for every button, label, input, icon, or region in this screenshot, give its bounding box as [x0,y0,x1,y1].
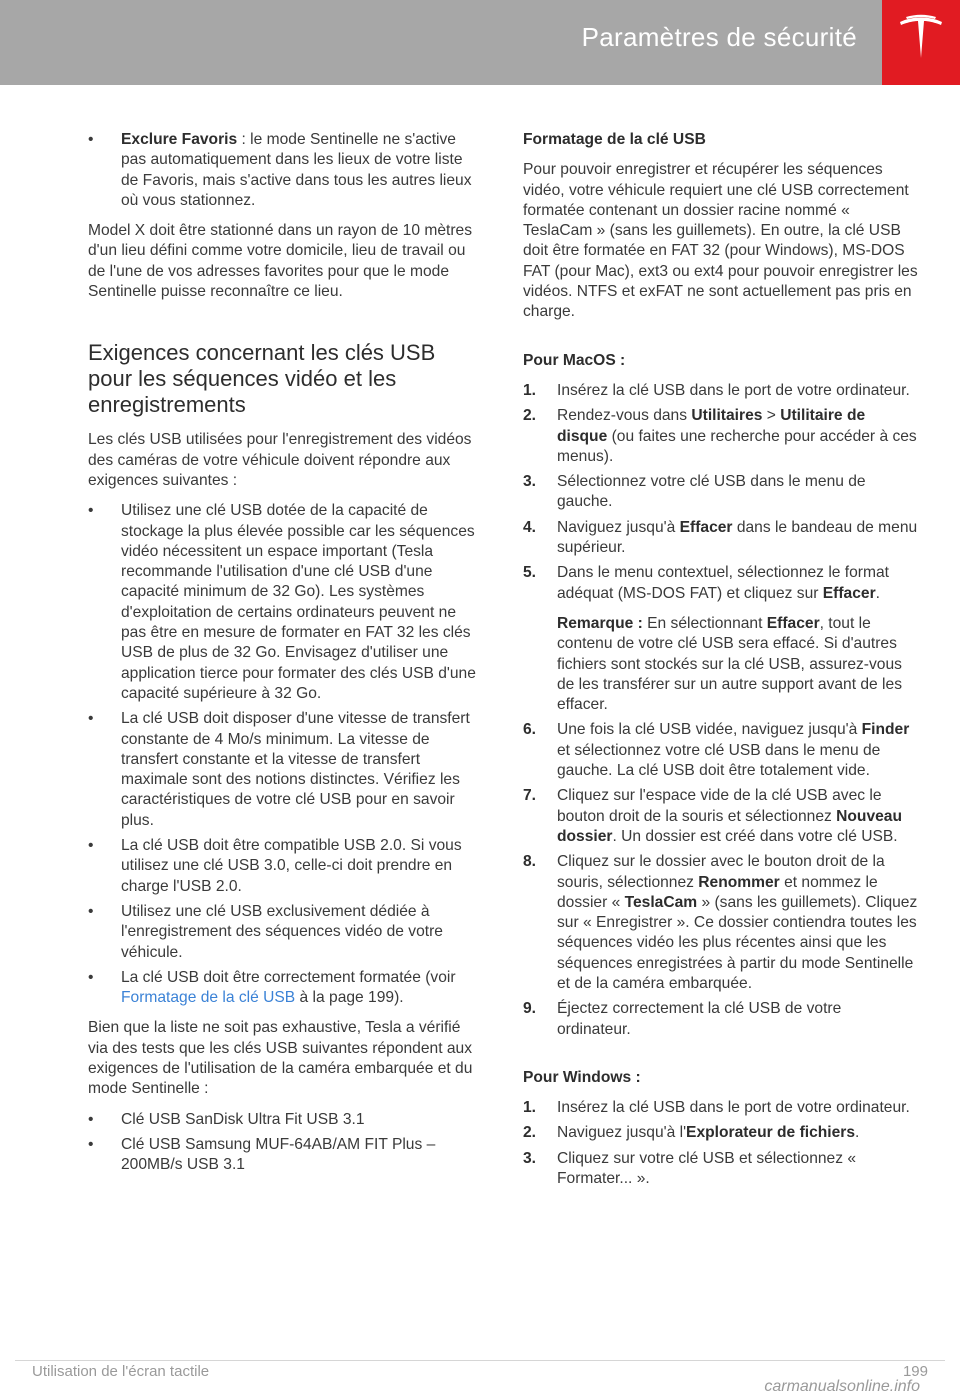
step-text: Cliquez sur le dossier avec le bouton droit de la souris, sélectionnez [557,853,885,891]
list-item [88,501,482,704]
step-text: et nommez le dossier « [557,873,878,911]
section-heading: Exigences concernant les clés USB pour les séquences vidéo et les enregistrements [88,340,436,418]
right-column [523,130,918,1194]
bullet: • [88,902,94,920]
subsection-heading: Formatage de la clé USB [523,131,706,148]
step-item [523,472,918,513]
page-title: Paramètres de sécurité [581,22,857,52]
subsection-heading: Pour MacOS : [523,351,626,369]
step-number: 9. [523,1000,537,1018]
step-text: Naviguez jusqu'à l' [557,1124,687,1142]
step-text: Cliquez sur votre clé USB et sélectionnez « Formater... ». [557,1149,857,1188]
paragraph: Les clés USB utilisées pour l'enregistrement des vidéos des caméras de votre véhicule doivent répondre aux exigences suivantes : [88,431,472,489]
note [523,614,918,715]
bullet: • [88,131,94,148]
ui-term: Utilitaires [691,407,763,425]
device-text: Clé USB SanDisk Ultra Fit USB 3.1 [121,1110,365,1128]
step-number: 1. [523,1099,537,1117]
left-column [88,130,482,1180]
step-number: 4. [523,518,537,536]
paragraph: Pour pouvoir enregistrer et récupérer les séquences vidéo, votre véhicule requiert une clé USB correctement formatée contenant un dossier racine nommé « TeslaCam » (sans les guillemets). En outre, la clé USB doit être formatée en FAT 32 (pour Windows), MS-DOS FAT (pour Mac), ext3 ou ext4 pour pouvoir enregistrer les vidéos. NTFS et exFAT ne sont actuellement pas pris en charge. [523,161,918,321]
step-item [523,563,918,604]
step-number: 3. [523,473,537,491]
bullet: • [88,1135,94,1153]
step-text: Sélectionnez votre clé USB dans le menu de gauche. [557,473,866,511]
list-item [88,902,482,963]
step-number: 8. [523,853,537,871]
step-item [523,518,918,559]
step-text: Naviguez jusqu'à [557,518,680,536]
note-label: Remarque : [557,614,643,632]
bullet: • [88,837,94,855]
step-text: . [875,584,880,602]
list-item [88,1110,482,1130]
requirement-text: Utilisez une clé USB dotée de la capacité de stockage la plus élevée possible car les séquences vidéo nécessitent un espace important (Tesla recommande l'utilisation d'une clé USB d'une capacité minimum de 32 Go). Les systèmes d'exploitation de certains ordinateurs peuvent ne pas être en mesure de formater en FAT 32 les clés USB de plus de 32 Go. Envisagez d'utiliser une application tierce pour formater des clés USB d'une capacité supérieure à 32 Go. [121,502,476,702]
footer-divider [15,1360,945,1361]
bullet: • [88,502,94,520]
step-text: Une fois la clé USB vidée, naviguez jusqu'à [557,721,862,739]
tesla-logo [882,0,960,85]
paragraph: Bien que la liste ne soit pas exhaustive, Tesla a vérifié via des tests que les clés USB suivantes répondent aux exigences de l'utilisation de la caméra embarquée et du mode Sentinelle : [88,1019,473,1098]
step-text: Dans le menu contextuel, sélectionnez le format adéquat (MS-DOS FAT) et cliquez sur [557,564,889,602]
requirement-text: La clé USB doit être correctement formatée (voir [121,968,456,986]
step-number: 6. [523,721,537,739]
requirement-text: à la page 199). [295,989,404,1007]
term-exclude-favorites: Exclure Favoris [121,131,238,148]
step-text: Insérez la clé USB dans le port de votre ordinateur. [557,381,910,399]
list-item [88,1135,482,1176]
requirement-text: La clé USB doit disposer d'une vitesse de transfert constante de 4 Mo/s minimum. La vitesse de transfert constante et la vitesse de transfert maximale sont des notions distinctes. Vérifiez les caractéristiques de votre clé USB pour en savoir plus. [121,710,470,829]
ui-term: Renommer [698,873,780,891]
bullet: • [88,1110,94,1128]
formatting-link[interactable]: Formatage de la clé USB [121,989,296,1007]
requirement-text: La clé USB doit être compatible USB 2.0. Si vous utilisez une clé USB 3.0, celle-ci doit prendre en charge l'USB 2.0. [121,837,462,895]
list-item [88,130,482,211]
step-item [523,786,918,847]
step-number: 7. [523,787,537,805]
ui-term: Explorateur de fichiers [686,1124,856,1142]
step-number: 3. [523,1149,537,1167]
step-number: 5. [523,564,537,582]
note-text: En sélectionnant [642,614,767,632]
bullet: • [88,710,94,728]
step-text: Cliquez sur l'espace vide de la clé USB avec le bouton droit de la souris et sélectionnez [557,787,882,825]
paragraph: Model X doit être stationné dans un rayon de 10 mètres d'un lieu défini comme votre domicile, lieu de travail ou de l'une de vos adresses favorites pour que le mode Sentinelle puisse reconnaître ce lieu. [88,222,473,301]
ui-term: Nouveau dossier [557,807,902,845]
step-number: 1. [523,381,537,399]
step-item [523,1149,918,1190]
footer-section: Utilisation de l'écran tactile [32,1363,210,1380]
step-number: 2. [523,1124,537,1142]
device-text: Clé USB Samsung MUF-64AB/AM FIT Plus – 200MB/s USB 3.1 [121,1135,436,1174]
requirement-text: Utilisez une clé USB exclusivement dédiée à l'enregistrement des séquences vidéo de votre véhicule. [121,902,443,961]
step-text: dans le bandeau de menu supérieur. [557,518,918,557]
step-text: et sélectionnez votre clé USB dans le menu de gauche. La clé USB doit être totalement vide. [557,741,881,780]
step-item [523,720,918,781]
step-number: 2. [523,407,537,425]
step-item [523,852,918,994]
step-text: » (sans les guillemets). Cliquez sur « Enregistrer ». Ce dossier contiendra toutes les séquences vidéo les plus récentes ainsi que les séquences enregistrées à partir du mode Sentinelle et de la caméra embarquée. [557,893,918,992]
ui-term: Effacer [766,614,820,632]
step-text: > [762,407,781,425]
ui-term: Effacer [679,518,733,536]
page-number: 199 [902,1363,928,1380]
list-item [88,709,482,831]
step-text: Éjectez correctement la clé USB de votre ordinateur. [557,1000,842,1038]
watermark: carmanualsonline.info [764,1378,920,1395]
bullet: • [88,968,94,986]
list-item [88,968,482,1009]
step-text: Rendez-vous dans [557,407,692,425]
subsection-heading: Pour Windows : [523,1068,641,1086]
exclude-description: : le mode Sentinelle ne s'active pas automatiquement dans les lieux de votre liste de Favoris, mais s'active dans tous les autres lieux où vous stationnez. [121,131,472,209]
step-text: . [855,1124,860,1142]
step-text: . Un dossier est créé dans votre clé USB. [612,827,898,845]
step-item [523,999,918,1040]
tesla-logo-icon [898,14,944,66]
ui-term: TeslaCam [624,893,698,911]
step-item [523,406,918,467]
step-text: (ou faites une recherche pour accéder à ces menus). [557,427,917,465]
note-text: , tout le contenu de votre clé USB sera effacé. Si d'autres fichiers sont stockés sur la clé USB, assurez-vous de les transférer sur un autre support avant de les effacer. [557,614,902,714]
step-item [523,1123,918,1143]
ui-term: Effacer [822,584,876,602]
step-text: Insérez la clé USB dans le port de votre ordinateur. [557,1099,910,1117]
step-item [523,1098,918,1118]
step-item [523,381,918,401]
ui-term: Finder [861,721,910,739]
ui-term: Utilitaire de disque [557,407,866,445]
page-header [0,0,960,85]
list-item [88,836,482,897]
